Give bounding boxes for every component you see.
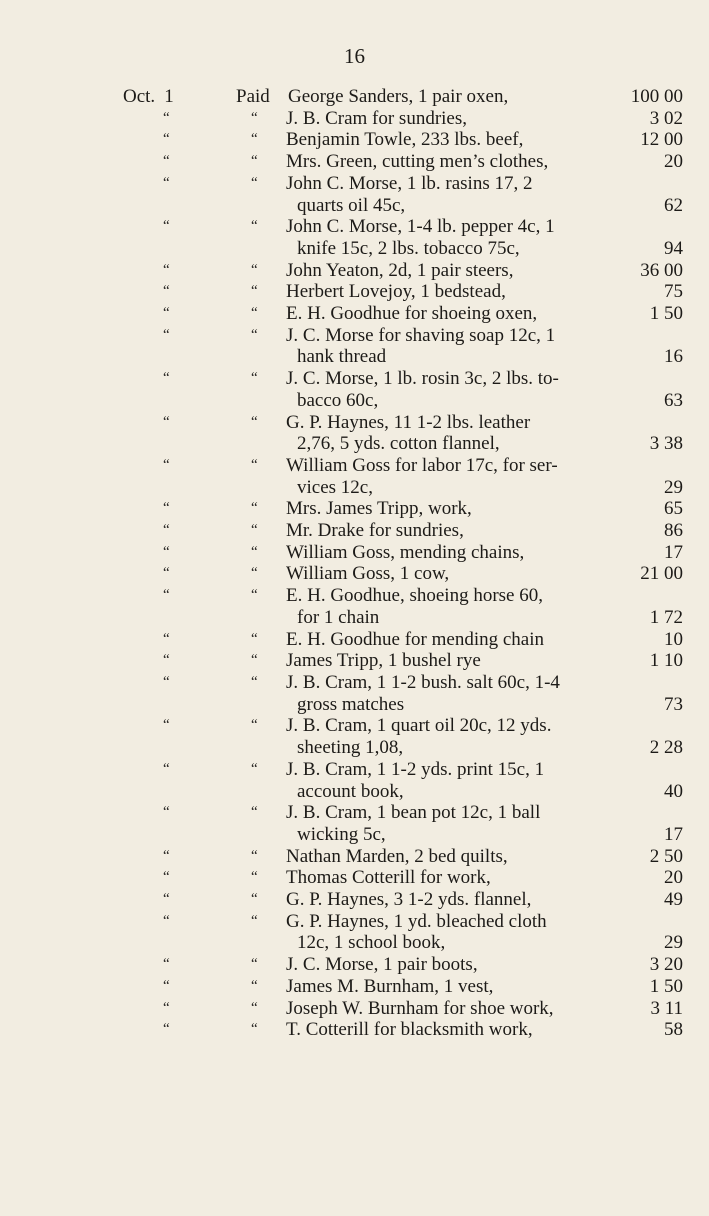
description-line: J. C. Morse, 1 lb. rosin 3c, 2 lbs. to-: [286, 368, 559, 390]
entry-description: [286, 151, 621, 173]
description-line: Joseph W. Burnham for shoe work,: [286, 997, 554, 1019]
ledger-row: [0, 498, 709, 520]
ledger-row: [0, 108, 709, 130]
ditto-mark-paid: “: [251, 956, 258, 973]
ditto-mark-paid: “: [251, 218, 258, 235]
ledger-row: [0, 759, 709, 802]
ditto-mark-paid: “: [251, 891, 258, 908]
entry-description: [286, 542, 621, 564]
entry-amount: 20: [664, 867, 683, 889]
entry-amount: 36 00: [640, 259, 683, 281]
entry-description: [286, 108, 621, 130]
ditto-mark-date: “: [163, 522, 170, 539]
ledger-row: [0, 585, 709, 628]
description-line: J. C. Morse for shaving soap 12c, 1: [286, 324, 556, 346]
entry-amount: 17: [664, 823, 683, 845]
entry-amount: 1 50: [649, 303, 683, 325]
ditto-mark-date: “: [163, 847, 170, 864]
entry-description: [286, 846, 621, 868]
entry-description: [286, 911, 621, 954]
ditto-mark-date: “: [163, 999, 170, 1016]
entry-description: [286, 715, 621, 758]
description-continuation: quarts oil 45c,: [297, 194, 406, 216]
entry-amount: 20: [664, 151, 683, 173]
description-continuation: 12c, 1 school book,: [297, 932, 446, 954]
entry-description: [286, 281, 621, 303]
ditto-mark-paid: “: [251, 999, 258, 1016]
ditto-mark-date: “: [163, 500, 170, 517]
description-line: Mrs. Green, cutting men’s clothes,: [286, 151, 549, 173]
ditto-mark-paid: “: [251, 652, 258, 669]
ditto-mark-paid: “: [251, 977, 258, 994]
ditto-mark-date: “: [163, 174, 170, 191]
ditto-mark-paid: “: [251, 869, 258, 886]
ditto-mark-paid: “: [251, 522, 258, 539]
ledger-row: [0, 629, 709, 651]
entry-description: [288, 86, 623, 108]
ditto-mark-date: “: [163, 153, 170, 170]
entry-amount: 65: [664, 498, 683, 520]
entry-amount: 75: [664, 281, 683, 303]
ditto-mark-paid: “: [251, 153, 258, 170]
entry-description: [286, 498, 621, 520]
entry-description: [286, 998, 621, 1020]
entry-description: [286, 260, 621, 282]
entry-description: [286, 954, 621, 976]
entry-amount: 3 38: [649, 433, 683, 455]
description-line: James Tripp, 1 bushel rye: [286, 650, 481, 672]
ditto-mark-paid: “: [251, 174, 258, 191]
ditto-mark-date: “: [163, 456, 170, 473]
ledger-row: [0, 303, 709, 325]
ledger-row: [0, 412, 709, 455]
ditto-mark-paid: “: [251, 305, 258, 322]
entry-amount: 100 00: [630, 86, 683, 107]
description-line: William Goss, 1 cow,: [286, 563, 450, 585]
description-continuation: gross matches: [297, 693, 405, 715]
ledger-row: [0, 216, 709, 259]
ledger-row: [0, 281, 709, 303]
entry-description: [286, 672, 621, 715]
ledger-row: [0, 998, 709, 1020]
description-continuation: for 1 chain: [297, 606, 380, 628]
ditto-mark-paid: “: [251, 261, 258, 278]
entry-amount: 1 10: [649, 650, 683, 672]
entry-amount: 86: [664, 520, 683, 542]
entry-description: [286, 585, 621, 628]
ditto-mark-paid: “: [251, 717, 258, 734]
entry-amount: 73: [664, 693, 683, 715]
ditto-mark-date: “: [163, 891, 170, 908]
entry-description: [286, 976, 621, 998]
ditto-mark-date: “: [163, 565, 170, 582]
description-line: James M. Burnham, 1 vest,: [286, 975, 494, 997]
ditto-mark-date: “: [163, 326, 170, 343]
entry-description: [286, 520, 621, 542]
entry-amount: 29: [664, 932, 683, 954]
ditto-mark-paid: “: [251, 630, 258, 647]
entry-description: [286, 368, 621, 411]
ledger-row: [0, 802, 709, 845]
entry-description: [286, 867, 621, 889]
description-continuation: knife 15c, 2 lbs. tobacco 75c,: [297, 237, 520, 259]
ledger-row: [0, 867, 709, 889]
entry-amount: 2 50: [649, 845, 683, 867]
ledger-row: [0, 173, 709, 216]
ditto-mark-date: “: [163, 283, 170, 300]
description-line: J. B. Cram, 1 quart oil 20c, 12 yds.: [286, 715, 552, 737]
entry-amount: 3 02: [649, 107, 683, 129]
description-line: J. C. Morse, 1 pair boots,: [286, 954, 478, 976]
description-line: Thomas Cotterill for work,: [286, 867, 491, 889]
description-line: G. P. Haynes, 11 1-2 lbs. leather: [286, 411, 531, 433]
ditto-mark-date: “: [163, 717, 170, 734]
description-continuation: wicking 5c,: [297, 823, 386, 845]
description-line: John C. Morse, 1 lb. rasins 17, 2: [286, 172, 533, 194]
ditto-mark-paid: “: [251, 500, 258, 517]
ditto-mark-date: “: [163, 543, 170, 560]
description-line: Nathan Marden, 2 bed quilts,: [286, 845, 508, 867]
entry-amount: 58: [664, 1019, 683, 1041]
entry-description: [286, 889, 621, 911]
entry-amount: 16: [664, 346, 683, 368]
description-line: E. H. Goodhue, shoeing horse 60,: [286, 585, 543, 607]
ledger-row: [0, 911, 709, 954]
ditto-mark-paid: “: [251, 283, 258, 300]
description-line: Mrs. James Tripp, work,: [286, 498, 472, 520]
ditto-mark-date: “: [163, 261, 170, 278]
description-line: J. B. Cram, 1 1-2 bush. salt 60c, 1-4: [286, 671, 560, 693]
description-line: J. B. Cram for sundries,: [286, 107, 468, 129]
entry-amount: 29: [664, 476, 683, 498]
description-continuation: sheeting 1,08,: [297, 737, 404, 759]
description-line: Herbert Lovejoy, 1 bedstead,: [286, 281, 506, 303]
description-continuation: hank thread: [297, 346, 387, 368]
ledger-row: [0, 976, 709, 998]
page-number: 16: [344, 44, 365, 68]
entry-description: [286, 563, 621, 585]
ditto-mark-date: “: [163, 977, 170, 994]
ditto-mark-date: “: [163, 1021, 170, 1038]
entry-description: [286, 650, 621, 672]
ditto-mark-date: “: [163, 630, 170, 647]
ditto-mark-paid: “: [251, 1021, 258, 1038]
entry-amount: 94: [664, 237, 683, 259]
ditto-mark-date: “: [163, 218, 170, 235]
description-continuation: account book,: [297, 780, 404, 802]
ditto-mark-paid: “: [251, 673, 258, 690]
ditto-mark-date: “: [163, 912, 170, 929]
ledger-entries: [0, 86, 709, 1041]
entry-description: [286, 303, 621, 325]
entry-amount: 17: [664, 541, 683, 563]
ledger-row: [0, 954, 709, 976]
entry-amount: 12 00: [640, 129, 683, 151]
description-line: William Goss for labor 17c, for ser-: [286, 454, 558, 476]
ledger-row: [0, 846, 709, 868]
ditto-mark-date: “: [163, 370, 170, 387]
description-line: William Goss, mending chains,: [286, 541, 525, 563]
description-line: J. B. Cram, 1 bean pot 12c, 1 ball: [286, 802, 541, 824]
entry-description: [286, 216, 621, 259]
entry-amount: 2 28: [649, 737, 683, 759]
description-line: Benjamin Towle, 233 lbs. beef,: [286, 129, 524, 151]
entry-description: [286, 173, 621, 216]
ditto-mark-paid: “: [251, 804, 258, 821]
description-line: G. P. Haynes, 3 1-2 yds. flannel,: [286, 889, 532, 911]
ditto-mark-date: “: [163, 652, 170, 669]
description-line: G. P. Haynes, 1 yd. bleached cloth: [286, 910, 547, 932]
ditto-mark-date: “: [163, 956, 170, 973]
ledger-row: [0, 325, 709, 368]
ledger-row: [0, 368, 709, 411]
ditto-mark-paid: “: [251, 847, 258, 864]
entry-description: [286, 412, 621, 455]
description-line: John C. Morse, 1-4 lb. pepper 4c, 1: [286, 216, 555, 238]
description-continuation: bacco 60c,: [297, 389, 379, 411]
ditto-mark-date: “: [163, 869, 170, 886]
ditto-mark-date: “: [163, 804, 170, 821]
ledger-row: [0, 715, 709, 758]
entry-description: [286, 455, 621, 498]
paid-label: Paid: [236, 86, 270, 107]
ledger-row: [0, 563, 709, 585]
ledger-row: [0, 889, 709, 911]
ditto-mark-paid: “: [251, 413, 258, 430]
entry-amount: 21 00: [640, 563, 683, 585]
ledger-row: [0, 1019, 709, 1041]
entry-date: [123, 86, 174, 108]
ditto-mark-paid: “: [251, 912, 258, 929]
ledger-row: [0, 455, 709, 498]
description-line: Mr. Drake for sundries,: [286, 520, 464, 542]
description-line: E. H. Goodhue for shoeing oxen,: [286, 303, 538, 325]
description-line: J. B. Cram, 1 1-2 yds. print 15c, 1: [286, 758, 545, 780]
description-line: T. Cotterill for blacksmith work,: [286, 1019, 533, 1041]
ledger-row: [0, 672, 709, 715]
description-continuation: 2,76, 5 yds. cotton flannel,: [297, 433, 500, 455]
entry-description: [286, 629, 621, 651]
entry-description: [286, 325, 621, 368]
entry-amount: 1 50: [649, 975, 683, 997]
ditto-mark-date: “: [163, 305, 170, 322]
entry-amount: 10: [664, 628, 683, 650]
ditto-mark-date: “: [163, 673, 170, 690]
description-line: E. H. Goodhue for mending chain: [286, 628, 545, 650]
entry-amount: 62: [664, 194, 683, 216]
entry-amount: 63: [664, 389, 683, 411]
ledger-row: [0, 129, 709, 151]
entry-description: [286, 1019, 621, 1041]
entry-amount: 40: [664, 780, 683, 802]
ditto-mark-date: “: [163, 587, 170, 604]
ledger-row: [0, 520, 709, 542]
ditto-mark-paid: “: [251, 760, 258, 777]
ditto-mark-paid: “: [251, 370, 258, 387]
description-continuation: vices 12c,: [297, 476, 373, 498]
ditto-mark-paid: “: [251, 565, 258, 582]
description-line: George Sanders, 1 pair oxen,: [288, 86, 509, 107]
entry-description: [286, 759, 621, 802]
ledger-row: [0, 86, 709, 108]
ditto-mark-paid: “: [251, 109, 258, 126]
entry-month: Oct.: [123, 86, 156, 107]
ditto-mark-date: “: [163, 760, 170, 777]
ledger-row: [0, 650, 709, 672]
ditto-mark-paid: “: [251, 587, 258, 604]
entry-amount: 1 72: [649, 606, 683, 628]
description-line: John Yeaton, 2d, 1 pair steers,: [286, 259, 514, 281]
entry-amount: 3 11: [650, 997, 683, 1019]
ledger-row: [0, 151, 709, 173]
ledger-row: [0, 542, 709, 564]
ditto-mark-paid: “: [251, 326, 258, 343]
ditto-mark-date: “: [163, 131, 170, 148]
ditto-mark-paid: “: [251, 131, 258, 148]
entry-description: [286, 802, 621, 845]
entry-day: 1: [164, 86, 174, 107]
ditto-mark-paid: “: [251, 456, 258, 473]
entry-amount: 3 20: [649, 954, 683, 976]
entry-amount: 49: [664, 889, 683, 911]
entry-description: [286, 129, 621, 151]
ditto-mark-paid: “: [251, 543, 258, 560]
ditto-mark-date: “: [163, 109, 170, 126]
ditto-mark-date: “: [163, 413, 170, 430]
ledger-row: [0, 260, 709, 282]
